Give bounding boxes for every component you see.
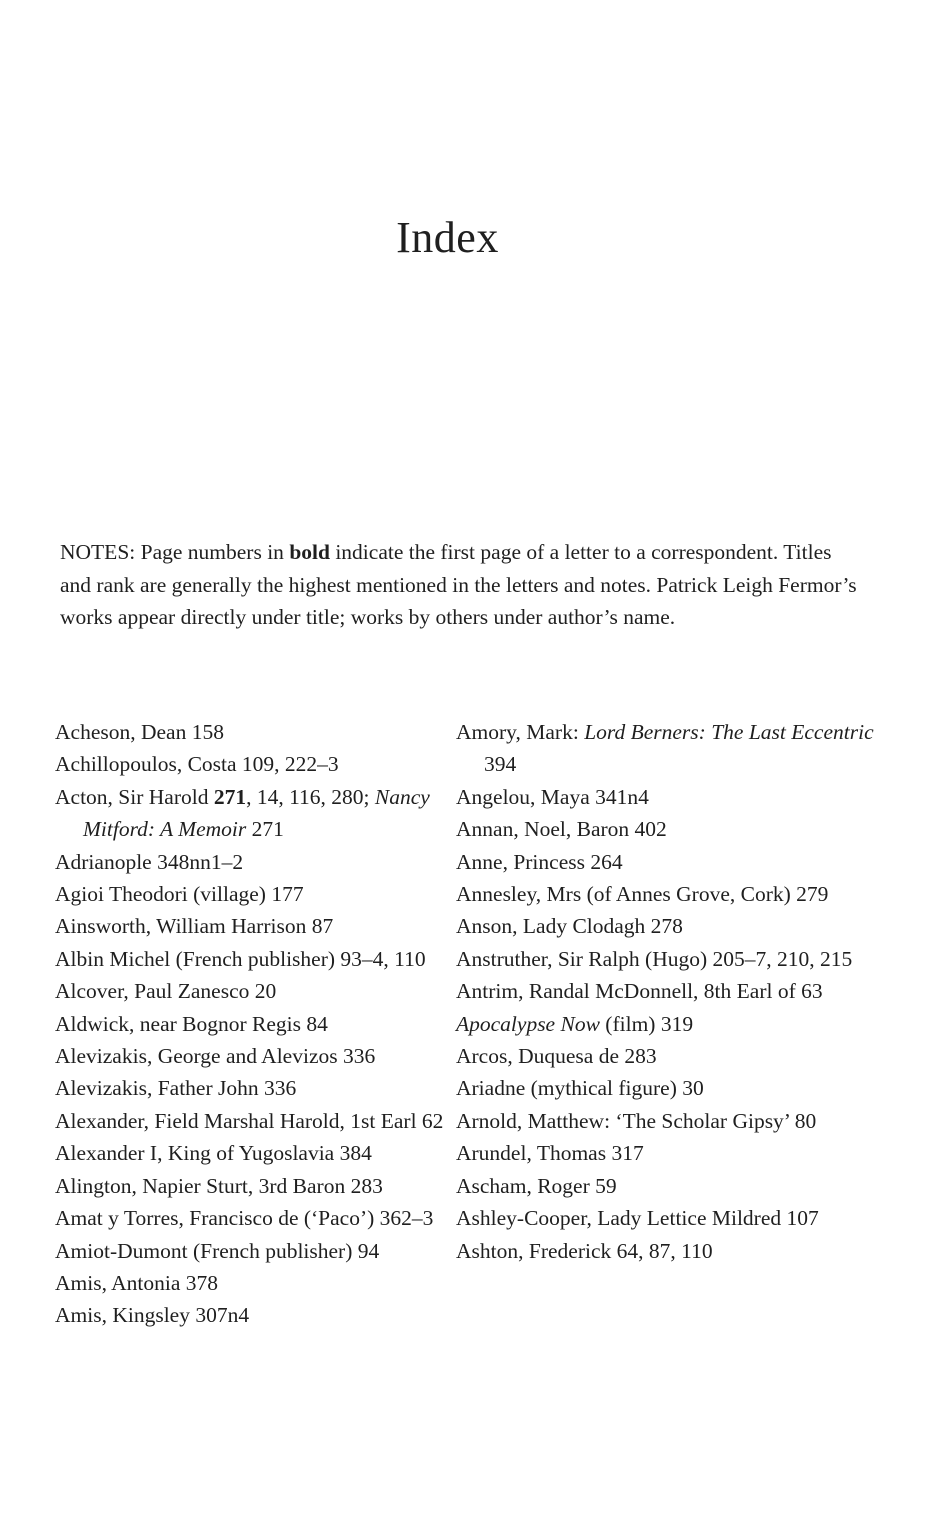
index-entry: Aldwick, near Bognor Regis 84 xyxy=(55,1011,328,1036)
index-entry: Alexander, Field Marshal Harold, 1st Earl 62 xyxy=(55,1108,444,1133)
entry-text: Acton, Sir Harold xyxy=(55,784,214,809)
entry-text: 394 xyxy=(484,752,517,777)
index-entry: Alevizakis, Father John 336 xyxy=(55,1076,297,1101)
page-title: Index xyxy=(396,213,499,262)
index-notes xyxy=(60,536,860,634)
index-entry: Alevizakis, George and Alevizos 336 xyxy=(55,1044,376,1069)
index-entry: Achillopoulos, Costa 109, 222–3 xyxy=(55,752,339,777)
notes-text-after-bold: indicate the first page of a letter to a correspondent. Titles and rank are generally the highest mentioned in the letters and notes. Patrick Leigh Fermor’s works appear directly under title; works by others under author’s name. xyxy=(60,540,857,629)
entry-text: 271 xyxy=(246,817,284,842)
index-entry: Alcover, Paul Zanesco 20 xyxy=(55,979,277,1004)
index-entry: Agioi Theodori (village) 177 xyxy=(55,882,304,907)
index-entry: Acheson, Dean 158 xyxy=(55,720,224,744)
entry-work-title: Lord Berners: The Last Eccentric xyxy=(584,720,874,744)
index-entry: Anne, Princess 264 xyxy=(456,849,623,874)
index-entry: Amiot-Dumont (French publisher) 94 xyxy=(55,1238,380,1263)
index-entry: Annesley, Mrs (of Annes Grove, Cork) 279 xyxy=(456,882,829,907)
index-entry: Amis, Antonia 378 xyxy=(55,1270,219,1295)
notes-bold-word: bold xyxy=(289,540,330,564)
index-entry: Anstruther, Sir Ralph (Hugo) 205–7, 210, 215 xyxy=(456,946,853,971)
index-column-right xyxy=(456,716,876,1267)
index-entry: Adrianople 348nn1–2 xyxy=(55,849,244,874)
entry-text: Amory, Mark: xyxy=(456,720,585,744)
index-entry xyxy=(456,716,876,781)
entry-work-title: Apocalypse Now xyxy=(456,1011,600,1036)
index-entry: Ashley-Cooper, Lady Lettice Mildred 107 xyxy=(456,1206,819,1231)
index-entry xyxy=(55,781,450,846)
index-entry: Amis, Kingsley 307n4 xyxy=(55,1303,250,1328)
entry-bold-page: 271 xyxy=(213,784,247,809)
index-entry: Anson, Lady Clodagh 278 xyxy=(456,914,683,939)
index-entry: Amat y Torres, Francisco de (‘Paco’) 362–3 xyxy=(55,1206,434,1231)
index-entry: Arcos, Duquesa de 283 xyxy=(456,1044,657,1069)
index-entry: Ashton, Frederick 64, 87, 110 xyxy=(456,1238,713,1263)
index-column-left xyxy=(55,716,450,1332)
index-entry: Arundel, Thomas 317 xyxy=(456,1141,644,1166)
entry-text: (film) 319 xyxy=(599,1011,694,1036)
index-entry: Alexander I, King of Yugoslavia 384 xyxy=(55,1141,372,1166)
index-entry: Ariadne (mythical figure) 30 xyxy=(456,1076,704,1101)
index-entry: Angelou, Maya 341n4 xyxy=(456,784,649,809)
entry-work-title: Nancy Mitford: A Memoir xyxy=(83,784,430,842)
index-entry: Albin Michel (French publisher) 93–4, 110 xyxy=(55,946,426,971)
index-entry: Arnold, Matthew: ‘The Scholar Gipsy’ 80 xyxy=(456,1108,817,1133)
entry-text: , 14, 116, 280; xyxy=(246,784,375,809)
index-entry: Ainsworth, William Harrison 87 xyxy=(55,914,334,939)
index-entry: Ascham, Roger 59 xyxy=(456,1173,617,1198)
index-entry xyxy=(456,1008,876,1040)
index-entry: Alington, Napier Sturt, 3rd Baron 283 xyxy=(55,1173,383,1198)
notes-text-before-bold: NOTES: Page numbers in xyxy=(60,540,290,564)
index-entry: Annan, Noel, Baron 402 xyxy=(456,817,667,842)
index-entry: Antrim, Randal McDonnell, 8th Earl of 63 xyxy=(456,979,823,1004)
